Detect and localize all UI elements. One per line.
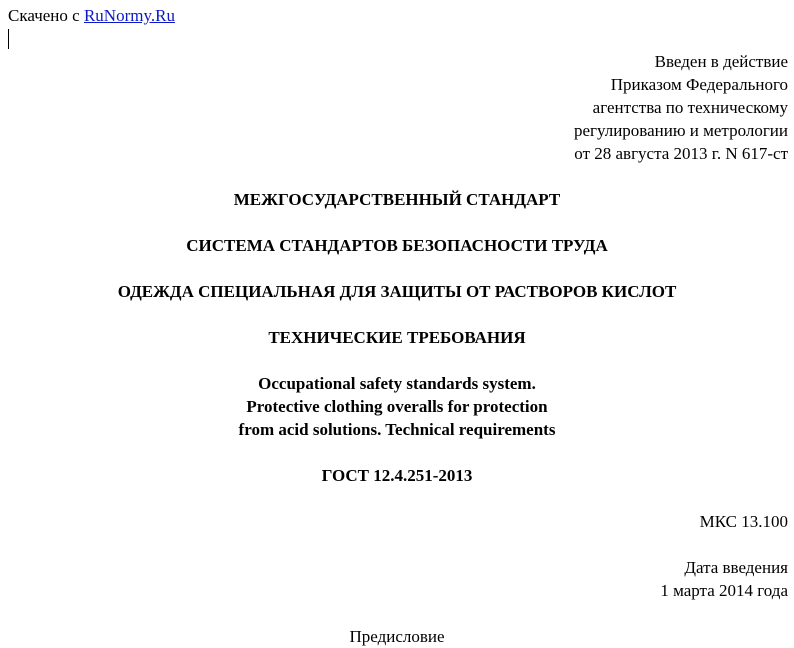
source-attribution <box>8 6 175 26</box>
title-clothing: ОДЕЖДА СПЕЦИАЛЬНАЯ ДЛЯ ЗАЩИТЫ ОТ РАСТВОРОВ КИСЛОТ <box>117 282 677 301</box>
enactment-line: от 28 августа 2013 г. N 617-ст <box>574 144 788 163</box>
source-prefix: Скачено с <box>8 6 80 25</box>
introduction-date-label: Дата введения <box>684 558 788 577</box>
enactment-line: Приказом Федерального <box>610 75 788 94</box>
enactment-line: агентства по техническому <box>592 98 788 117</box>
english-title-line: Protective clothing overalls for protection <box>246 397 548 416</box>
title-requirements: ТЕХНИЧЕСКИЕ ТРЕБОВАНИЯ <box>268 328 526 347</box>
text-cursor <box>8 29 9 49</box>
foreword-heading: Предисловие <box>349 627 445 646</box>
english-title-line: Occupational safety standards system. <box>258 374 536 393</box>
source-link[interactable]: RuNormy.Ru <box>83 6 175 25</box>
introduction-date <box>660 556 788 602</box>
gost-number: ГОСТ 12.4.251-2013 <box>321 466 473 485</box>
enactment-block <box>574 50 788 165</box>
english-title <box>0 372 794 441</box>
title-system: СИСТЕМА СТАНДАРТОВ БЕЗОПАСНОСТИ ТРУДА <box>186 236 608 255</box>
enactment-line: регулированию и метрологии <box>573 121 788 140</box>
english-title-line: from acid solutions. Technical requirements <box>238 420 556 439</box>
title-interstate-standard: МЕЖГОСУДАРСТВЕННЫЙ СТАНДАРТ <box>233 190 561 209</box>
introduction-date-value: 1 марта 2014 года <box>660 581 788 600</box>
mks-code-text: МКС 13.100 <box>699 512 788 531</box>
enactment-line: Введен в действие <box>654 52 788 71</box>
mks-code <box>700 510 788 533</box>
